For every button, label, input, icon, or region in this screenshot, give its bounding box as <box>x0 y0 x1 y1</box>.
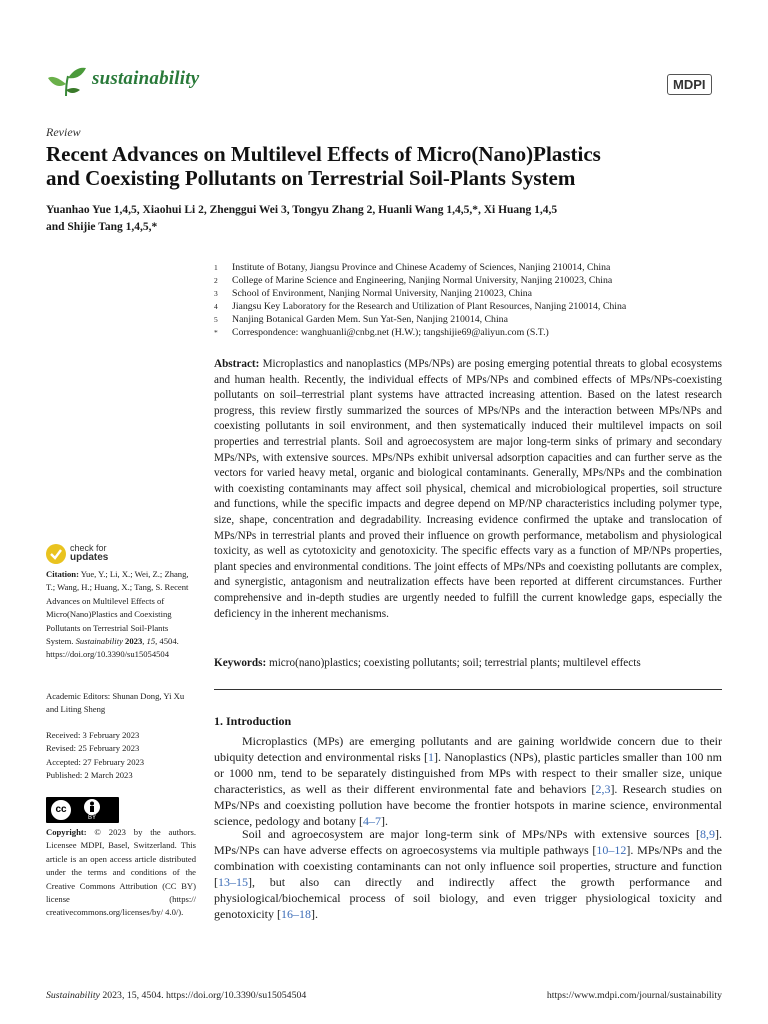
cc-icon: cc <box>50 799 72 821</box>
citation-link[interactable]: 13–15 <box>218 875 248 889</box>
author-list <box>46 202 736 236</box>
citation-link[interactable]: 1 <box>428 750 434 764</box>
article-title <box>46 142 736 190</box>
title-line-2: and Coexisting Pollutants on Terrestrial Soil-Plants System <box>46 166 576 190</box>
keywords-text: micro(nano)plastics; coexisting pollutants; soil; terrestrial plants; multilevel effects <box>269 657 641 669</box>
citation-text: Yue, Y.; Li, X.; Wei, Z.; Zhang, T.; Wang, H.; Huang, X.; Tang, S. Recent Advances on Multilevel Effects of Micro(Nano)Plastics and Coexisting Pollutants on Terrestrial Soil-Plants System. <box>46 569 189 647</box>
affiliation-item: 1 Institute of Botany, Jiangsu Province and Chinese Academy of Sciences, Nanjing 210014, China <box>214 262 611 273</box>
citation-link[interactable]: 8,9 <box>700 827 715 841</box>
citation-link[interactable]: 10–12 <box>596 843 627 857</box>
check-updates-line2: updates <box>70 552 109 563</box>
intro-paragraph-1: Microplastics (MPs) are emerging pollutants and are gaining worldwide concern due to their ubiquity detection and environmental risks [1]. Nanoplastics (NPs), plastic particles smaller than 100 nm or 1000 nm, tend to be separately distinguished from MPs with respect to their smaller size, unique characteristics, as well as their different environmental fate and behaviors [2,3]. Research studies on MPs/NPs and coexisting pollution have become the frontier hotspots in marine science, environmental science, pedology and botany [4–7]. <box>214 734 722 828</box>
copyright-label: Copyright: <box>46 827 87 837</box>
check-for-updates-badge[interactable] <box>46 543 156 567</box>
section-divider <box>214 689 722 690</box>
cc-by-license-badge[interactable] <box>46 797 119 823</box>
authors-line-2: and Shijie Tang 1,4,5,* <box>46 221 158 233</box>
authors-line-1: Yuanhao Yue 1,4,5, Xiaohui Li 2, Zhenggui Wei 3, Tongyu Zhang 2, Huanli Wang 1,4,5,*, Xi Huang 1,4,5 <box>46 204 558 216</box>
title-line-1: Recent Advances on Multilevel Effects of Micro(Nano)Plastics <box>46 142 601 166</box>
abstract <box>214 357 722 622</box>
copyright-text: © 2023 by the authors. Licensee MDPI, Basel, Switzerland. This article is an open access article distributed under the terms and conditions of the Creative Commons Attribution (CC BY) license (https:// creativecommons.org/licenses/by/ 4.0/). <box>46 827 196 918</box>
affiliations <box>214 261 734 339</box>
citation-volume: 15 <box>146 636 156 647</box>
journal-logo <box>46 62 246 98</box>
affiliation-item: 3 School of Environment, Nanjing Normal University, Nanjing 210023, China <box>214 288 533 299</box>
intro-paragraph-2: Soil and agroecosystem are major long-term sink of MPs/NPs with extensive sources [8,9]. MPs/NPs can have adverse effects on agroecosystems via multiple pathways [10–12]. MPs/NPs and the combination with coexisting contaminants can not only influence soil properties, structure and function [13–15], but also can directly and indirectly affect the growth performance and physiological/biochemical process of soil biology, and even trigger physiological toxicity and genotoxicity [16–18]. <box>214 827 722 921</box>
article-type: Review <box>46 125 81 139</box>
journal-name: sustainability <box>92 68 200 89</box>
affiliation-item: * Correspondence: wanghuanli@cnbg.net (H.W.); tangshijie69@aliyun.com (S.T.) <box>214 327 549 338</box>
citation-block: Citation: Yue, Y.; Li, X.; Wei, Z.; Zhang, T.; Wang, H.; Huang, X.; Tang, S. Recent Advances on Multilevel Effects of Micro(Nano)Plastics and Coexisting Pollutants on Terrestrial Soil-Plants System. Sustainability 2023, 15, 4504. https://doi.org/10.3390/su15054504 <box>46 569 189 660</box>
date-published: Published: 2 March 2023 <box>46 770 133 781</box>
affiliation-item: 2 College of Marine Science and Engineering, Nanjing Normal University, Nanjing 210023, China <box>214 275 613 286</box>
section-heading: 1. Introduction <box>214 714 292 728</box>
publication-dates <box>46 729 196 783</box>
date-revised: Revised: 25 February 2023 <box>46 743 140 754</box>
abstract-text: Microplastics and nanoplastics (MPs/NPs) are posing emerging potential threats to global ecosystems and human health. Recently, the individual effects of MPs/NPs and combined effects of MPs/NPs-coexisting pollutants on soil–terrestrial plant systems have attracted increasing attention. Based on the latest research progress, this review firstly summarized the sources of MPs/NPs and the interaction between MPs/NPs and coexisting pollutants in soil environment, and then systematically induced their multilevel impacts on soil properties and terrestrial plants. Soil and agroecosystem are major long-term sinks of primary and secondary MPs/NPs, with extensive sources. MPs/NPs exhibit universal adsorption capacities and can further serve as the vectors for varied heavy metal, organic and biological contaminants. Generally, MPs/NPs and the combination with coexisting contaminants may affect soil physical, chemical and microbiological properties, soil structure and functions, while the specific impacts and degree depend on MP/NP characteristics including polymer type, size, shape, concentration and degradability. Increasing evidence confirmed the uptake and translocation of MPs/NPs in terrestrial plants and proved their influence on growth performance, metabolism and physiological toxicity, as well as cytotoxicity and genotoxicity. The specific effects vary as a function of MP/NPs properties, plant species and environmental conditions. The joint effects of MPs/NPs and coexisting pollutants are complex, and synergistic, antagonism and neutralization effects have been reported at different circumstances. Further comprehensive and in-depth studies are urgently needed to fulfill the current knowledge gaps, especially the deficiency in the inherent mechanisms. <box>214 358 723 620</box>
keywords <box>214 656 722 672</box>
citation-label: Citation: <box>46 569 79 579</box>
by-label: BY <box>87 815 96 821</box>
date-received: Received: 3 February 2023 <box>46 730 140 740</box>
abstract-label: Abstract: <box>214 358 260 370</box>
citation-link[interactable]: 4–7 <box>362 814 381 828</box>
affiliation-item: 5 Nanjing Botanical Garden Mem. Sun Yat-Sen, Nanjing 210014, China <box>214 314 508 325</box>
citation-link[interactable]: 2,3 <box>595 782 611 796</box>
footer-citation <box>46 990 306 1001</box>
affiliation-item: 4 Jiangsu Key Laboratory for the Research and Utilization of Plant Resources, Nanjing 210014, China <box>214 301 627 312</box>
footer-journal: Sustainability <box>46 990 100 1001</box>
citation-year: 2023 <box>125 636 143 647</box>
academic-editors: Academic Editors: Shunan Dong, Yi Xu and Liting Sheng <box>46 691 185 715</box>
copyright-block <box>46 826 196 920</box>
keywords-label: Keywords: <box>214 657 267 669</box>
check-updates-line1: check for <box>70 543 107 553</box>
check-updates-icon <box>46 544 66 564</box>
footer-doi[interactable]: 2023, 15, 4504. https://doi.org/10.3390/su15054504 <box>102 990 307 1001</box>
date-accepted: Accepted: 27 February 2023 <box>46 756 145 767</box>
by-person-icon <box>84 799 100 815</box>
citation-link[interactable]: 16–18 <box>280 907 311 921</box>
footer-journal-url[interactable]: https://www.mdpi.com/journal/sustainability <box>546 990 722 1001</box>
publisher-logo: MDPI <box>667 74 712 95</box>
leaf-logo-icon <box>46 62 88 98</box>
citation-doi[interactable]: , 4504. https://doi.org/10.3390/su15054504 <box>46 636 179 660</box>
citation-journal: Sustainability <box>75 636 123 647</box>
